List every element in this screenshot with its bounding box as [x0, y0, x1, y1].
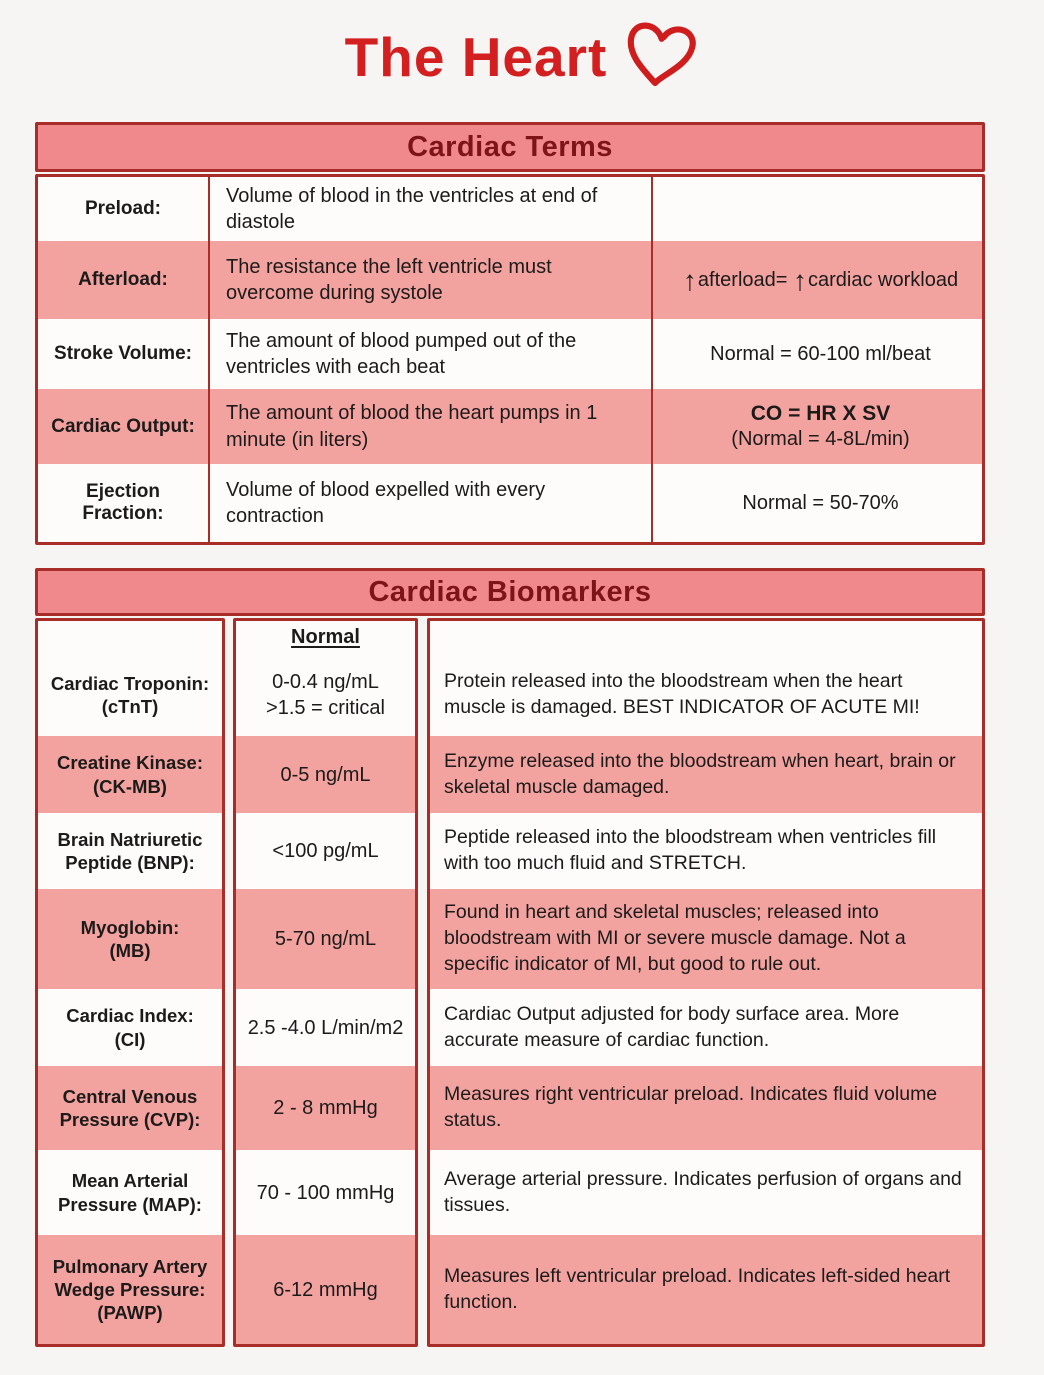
normal-value: 2 - 8 mmHg — [236, 1066, 415, 1150]
term-note: Normal = 50-70% — [742, 491, 899, 514]
biomarker-description: Found in heart and skeletal muscles; released into bloodstream with MI or severe muscle damage. Not a specific indicator of MI, but good to rule out. — [430, 889, 982, 989]
co-normal-range: (Normal = 4-8L/min) — [731, 428, 910, 450]
equation-part: afterload= — [697, 268, 788, 291]
normal-value: 2.5 -4.0 L/min/m2 — [247, 1016, 404, 1039]
term-note — [653, 241, 988, 319]
page-header — [0, 22, 1044, 92]
normal-value: 0-0.4 ng/mL >1.5 = critical — [266, 671, 385, 719]
up-arrow-icon: ↑ — [793, 264, 807, 296]
biomarker-description: Measures right ventricular preload. Indicates fluid volume status. — [430, 1066, 982, 1150]
biomarker-description: Average arterial pressure. Indicates perfusion of organs and tissues. — [444, 1167, 962, 1216]
normal-value: 70 - 100 mmHg — [256, 1181, 395, 1204]
table-row-cardiac-output — [38, 389, 982, 464]
term-label: Ejection Fraction: — [82, 481, 164, 524]
term-definition: The amount of blood the heart pumps in 1 minute (in liters) — [208, 389, 653, 464]
spacer-cell — [430, 621, 982, 654]
term-label: Cardiac Output: — [51, 415, 195, 437]
biomarker-name: Central Venous Pressure (CVP): — [38, 1066, 222, 1150]
normal-value: 6-12 mmHg — [236, 1235, 415, 1344]
normal-value-column — [233, 618, 418, 1347]
biomarker-name: Cardiac Troponin: (cTnT) — [50, 672, 210, 717]
biomarker-name-column — [35, 618, 225, 1347]
term-note — [653, 389, 988, 464]
biomarker-name: Mean Arterial Pressure (MAP): — [58, 1170, 202, 1215]
biomarker-name: Brain Natriuretic Peptide (BNP): — [57, 828, 203, 873]
cardiac-biomarkers-header: Cardiac Biomarkers — [35, 568, 985, 616]
cardiac-terms-table — [35, 122, 985, 545]
afterload-equation — [682, 264, 959, 296]
biomarker-description: Enzyme released into the bloodstream when heart, brain or skeletal muscle damaged. — [430, 736, 982, 813]
normal-column-header: Normal — [291, 626, 360, 648]
biomarker-name: Myoglobin: (MB) — [38, 889, 222, 989]
table-row-preload — [38, 177, 982, 241]
cardiac-biomarkers-body — [35, 618, 985, 1347]
normal-value: 5-70 ng/mL — [236, 889, 415, 989]
page-title: The Heart — [344, 26, 608, 88]
heart-icon — [620, 12, 704, 96]
term-definition: The amount of blood pumped out of the ventricles with each beat — [208, 319, 653, 389]
cardiac-biomarkers-table — [35, 568, 985, 1347]
term-definition: Volume of blood in the ventricles at end of diastole — [208, 177, 653, 242]
term-label: Stroke Volume: — [54, 343, 192, 364]
table-row-stroke-volume — [38, 319, 982, 389]
term-label: Afterload: — [78, 269, 168, 290]
table-row-ejection-fraction — [38, 464, 982, 542]
normal-value: 0-5 ng/mL — [236, 736, 415, 813]
biomarker-name: Creatine Kinase: (CK-MB) — [38, 736, 222, 813]
term-definition: Volume of blood expelled with every contraction — [208, 464, 653, 542]
term-note — [653, 177, 988, 242]
biomarker-name: Cardiac Index: (CI) — [66, 1005, 194, 1050]
spacer-cell — [38, 621, 222, 654]
term-note: Normal = 60-100 ml/beat — [710, 342, 931, 365]
up-arrow-icon: ↑ — [682, 264, 697, 296]
description-column — [427, 618, 985, 1347]
biomarker-description: Measures left ventricular preload. Indicates left-sided heart function. — [430, 1235, 982, 1344]
biomarker-description: Peptide released into the bloodstream when ventricles fill with too much fluid and STRETCH. — [444, 826, 937, 874]
biomarker-name: Pulmonary Artery Wedge Pressure: (PAWP) — [38, 1235, 222, 1344]
biomarker-description: Protein released into the bloodstream when the heart muscle is damaged. BEST INDICATOR OF ACUTE MI! — [444, 670, 920, 718]
cardiac-terms-body — [35, 174, 985, 545]
term-label: Preload: — [84, 198, 162, 220]
term-definition: The resistance the left ventricle must overcome during systole — [208, 241, 653, 319]
cardiac-terms-header: Cardiac Terms — [35, 122, 985, 172]
table-row-afterload — [38, 241, 982, 319]
equation-part: cardiac workload — [808, 268, 959, 291]
co-formula: CO = HR X SV — [750, 402, 891, 425]
normal-value: <100 pg/mL — [272, 840, 379, 862]
biomarker-description: Cardiac Output adjusted for body surface area. More accurate measure of cardiac function. — [444, 1002, 900, 1051]
